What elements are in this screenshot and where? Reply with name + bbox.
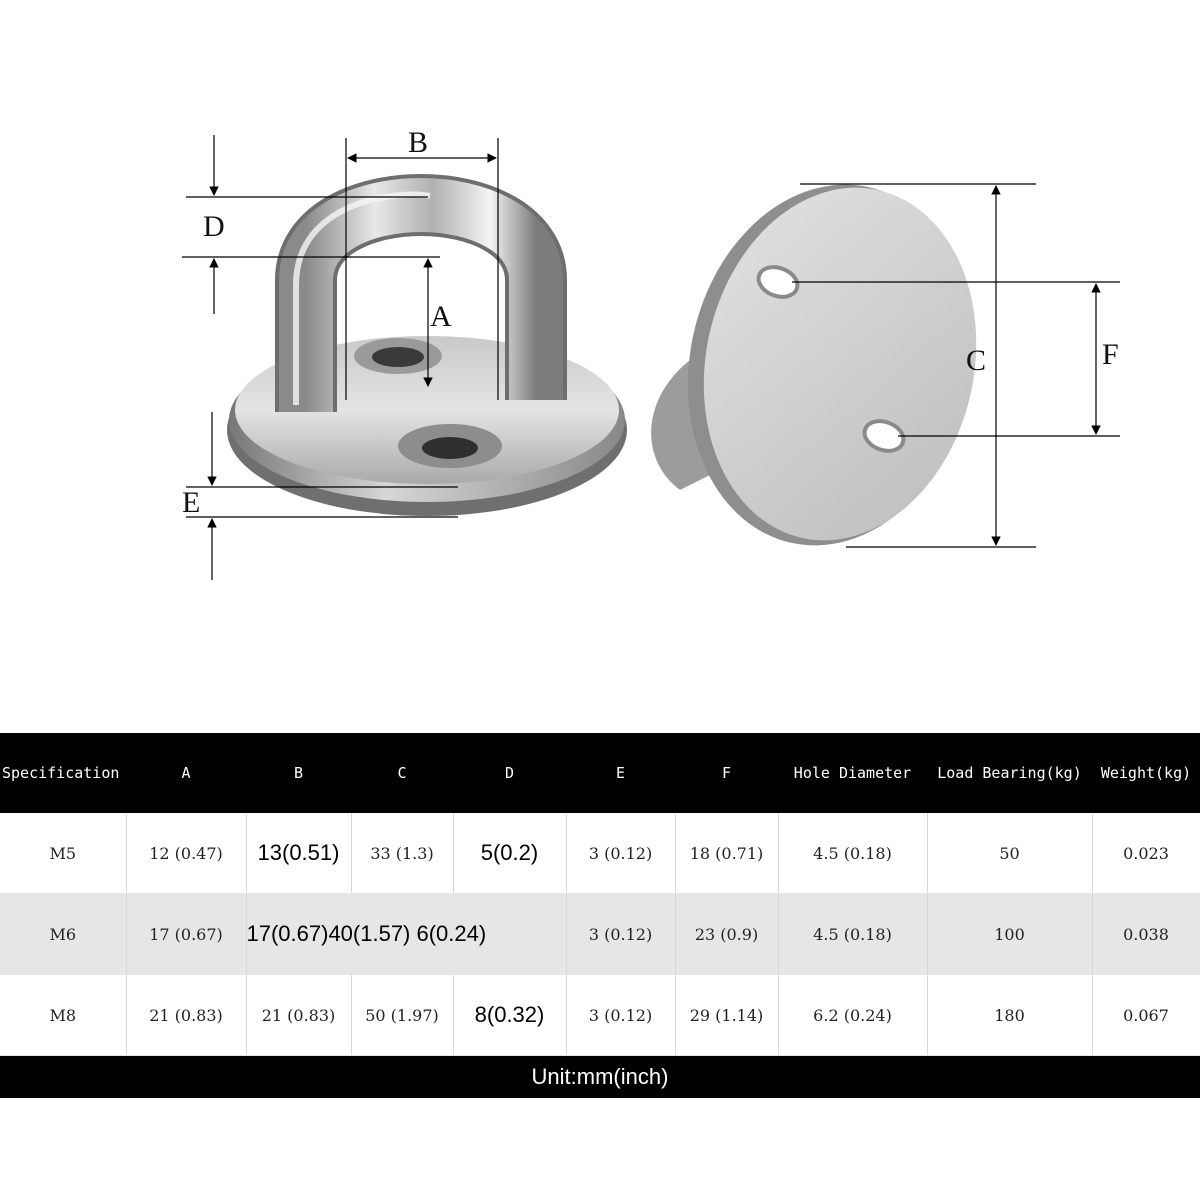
specification-table — [0, 733, 1200, 1098]
dimension-label-e: E — [182, 486, 201, 519]
cell-f: 23 (0.9) — [675, 894, 778, 975]
cell-d: 8(0.32) — [453, 975, 566, 1056]
column-header-weight: Weight(kg) — [1092, 733, 1200, 813]
cell-b: 13(0.51) — [246, 813, 351, 894]
table-row — [0, 813, 1200, 894]
cell-load-bearing: 180 — [927, 975, 1092, 1056]
table-row — [0, 975, 1200, 1056]
cell-c: 50 (1.97) — [351, 975, 453, 1056]
cell-spec: M8 — [0, 975, 126, 1056]
cell-hole-diameter: 4.5 (0.18) — [778, 813, 927, 894]
cell-spec: M6 — [0, 894, 126, 975]
column-header-hole-diameter: Hole Diameter — [778, 733, 927, 813]
cell-e: 3 (0.12) — [566, 894, 675, 975]
column-header-c: C — [351, 733, 453, 813]
cell-c: 33 (1.3) — [351, 813, 453, 894]
dimension-label-f: F — [1102, 338, 1119, 371]
cell-a: 12 (0.47) — [126, 813, 246, 894]
cell-load-bearing: 50 — [927, 813, 1092, 894]
cell-a: 17 (0.67) — [126, 894, 246, 975]
cell-weight: 0.038 — [1092, 894, 1200, 975]
cell-a: 21 (0.83) — [126, 975, 246, 1056]
cell-weight: 0.023 — [1092, 813, 1200, 894]
cell-f: 29 (1.14) — [675, 975, 778, 1056]
dimension-label-c: C — [966, 344, 987, 377]
column-header-d: D — [453, 733, 566, 813]
cell-f: 18 (0.71) — [675, 813, 778, 894]
pad-eye-front-view — [227, 195, 627, 516]
cell-e: 3 (0.12) — [566, 975, 675, 1056]
column-header-b: B — [246, 733, 351, 813]
cell-d: 5(0.2) — [453, 813, 566, 894]
dimension-label-a: A — [430, 300, 452, 333]
cell-b: 21 (0.83) — [246, 975, 351, 1056]
table-header-row — [0, 733, 1200, 813]
pad-eye-back-view — [651, 158, 1008, 572]
column-header-specification: Specification — [0, 733, 126, 813]
cell-e: 3 (0.12) — [566, 813, 675, 894]
column-header-e: E — [566, 733, 675, 813]
cell-b-c-d: 17(0.67)40(1.57) 6(0.24) — [246, 894, 566, 975]
column-header-f: F — [675, 733, 778, 813]
column-header-a: A — [126, 733, 246, 813]
table-footer-row — [0, 1056, 1200, 1099]
cell-hole-diameter: 4.5 (0.18) — [778, 894, 927, 975]
cell-weight: 0.067 — [1092, 975, 1200, 1056]
table-row — [0, 894, 1200, 975]
column-header-load-bearing: Load Bearing(kg) — [927, 733, 1092, 813]
cell-load-bearing: 100 — [927, 894, 1092, 975]
dimension-label-d: D — [203, 210, 225, 243]
cell-hole-diameter: 6.2 (0.24) — [778, 975, 927, 1056]
unit-note: Unit:mm(inch) — [0, 1056, 1200, 1099]
dimension-label-b: B — [408, 126, 429, 159]
cell-spec: M5 — [0, 813, 126, 894]
